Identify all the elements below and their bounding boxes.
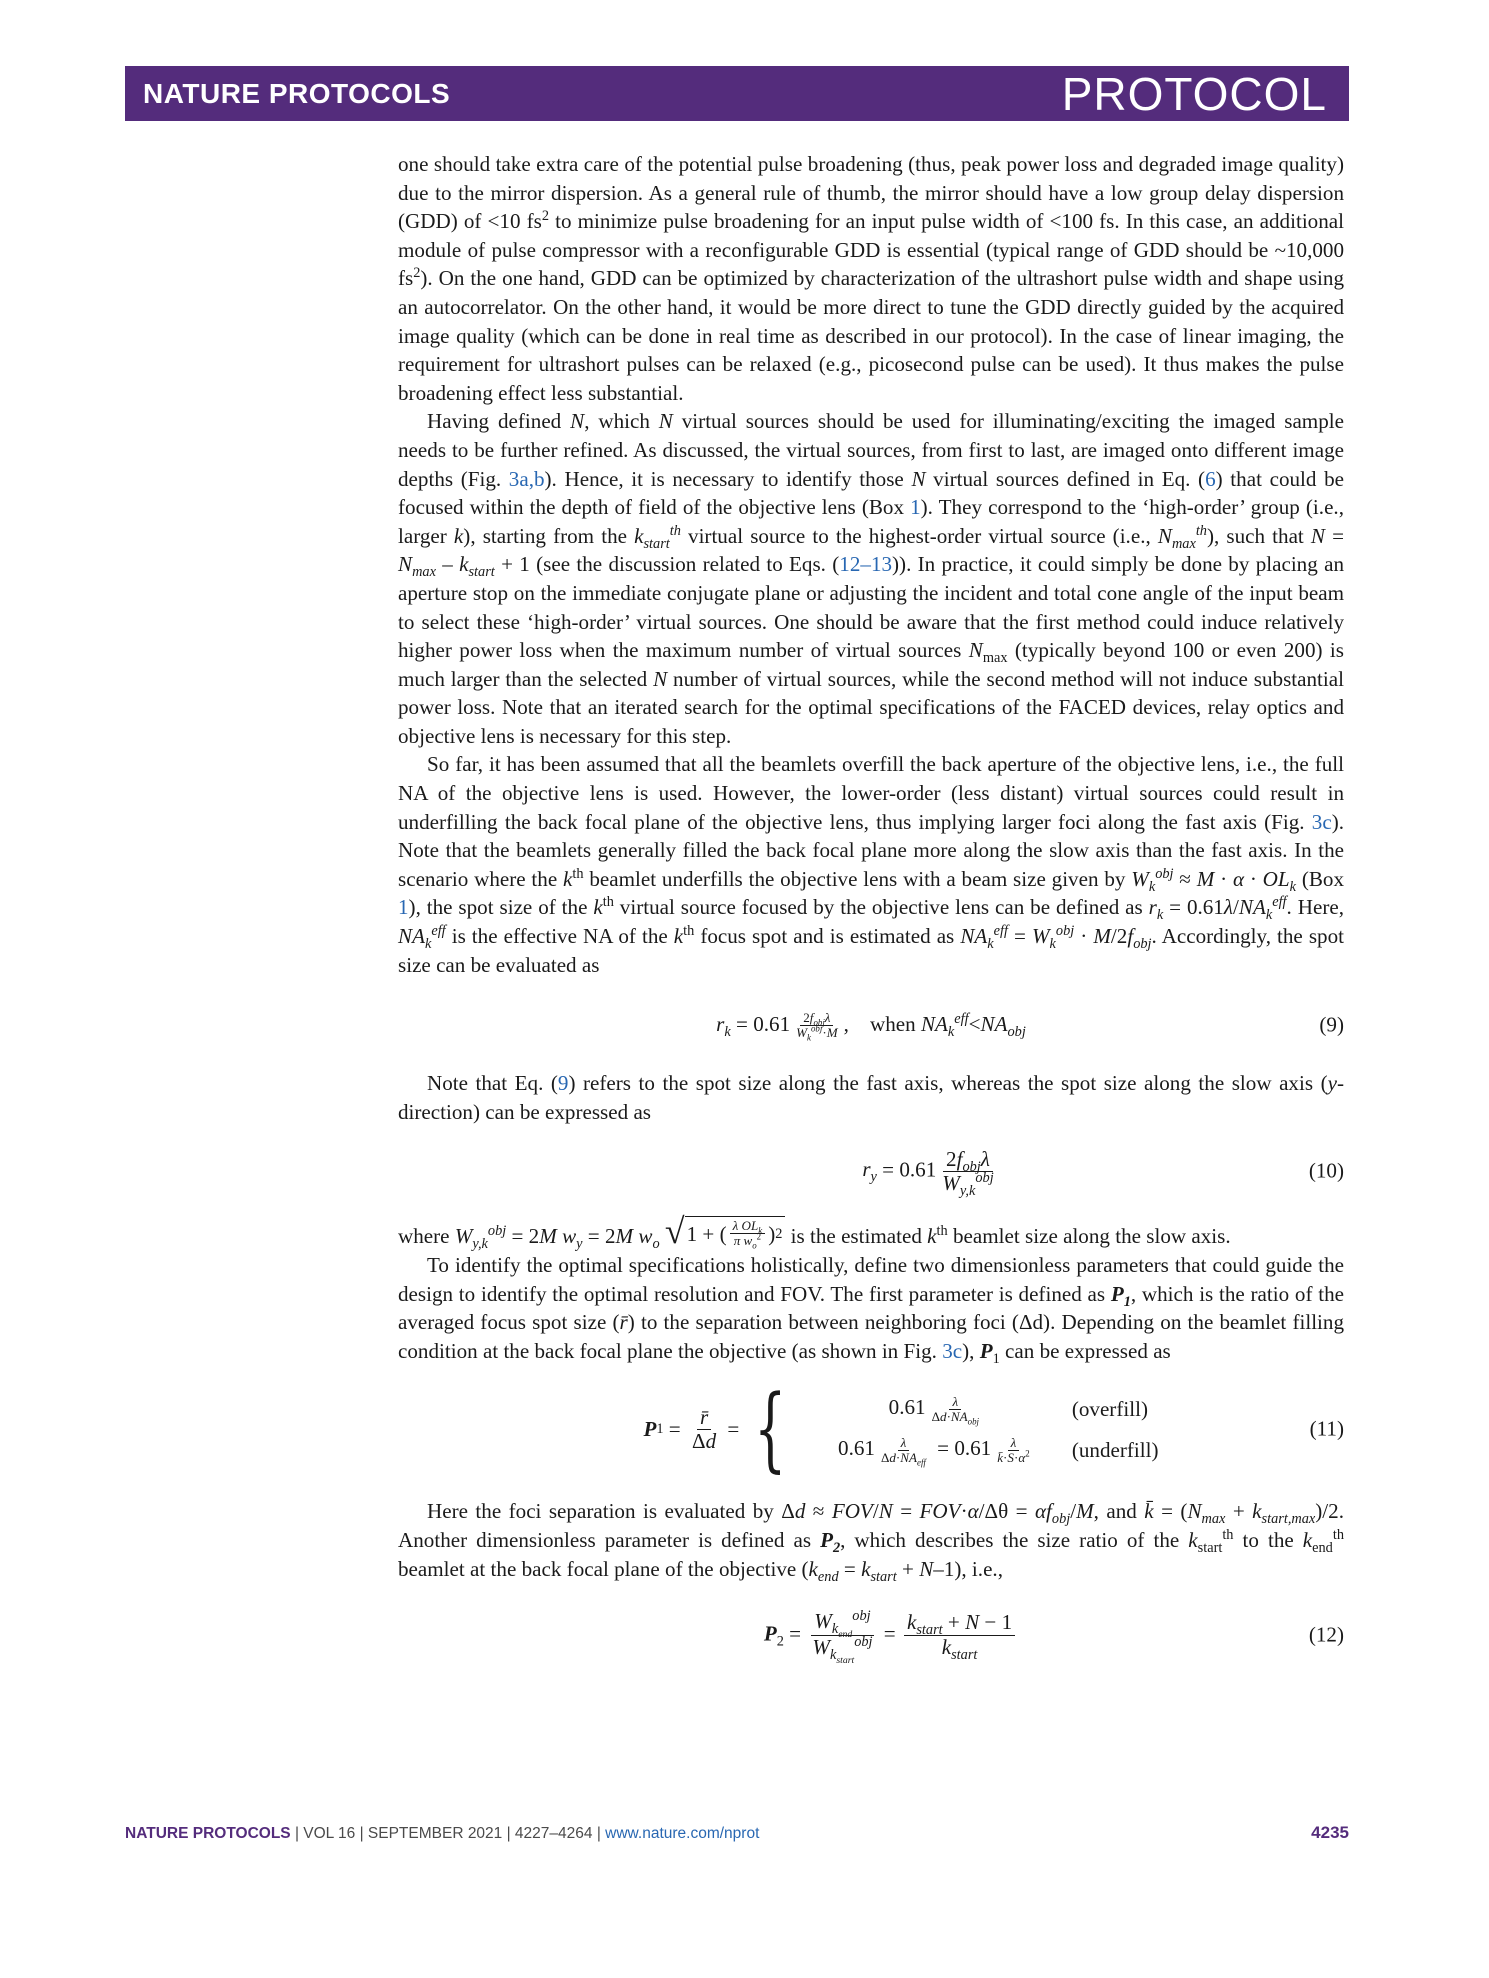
equation-11-number: (11) [1309,1417,1344,1442]
eq9-when-label: when [869,1011,916,1036]
overfill-label: (overfill) [1071,1396,1148,1421]
eq-6-link[interactable]: 6 [1205,466,1216,491]
footer-journal: NATURE PROTOCOLS [125,1825,291,1842]
equation-12-number: (12) [1308,1622,1344,1647]
footer-citation [125,1825,759,1843]
page-number: 4235 [1311,1823,1349,1842]
footer-url-link[interactable]: www.nature.com/nprot [605,1825,760,1842]
equation-12: $P_2$ = $\frac{W_{k_{end}}^{obj}}{W_{k_{start}}^{obj}}$ = $\frac{k_{start} + N - 1}{k_{start}}$ (12) [763,1607,1344,1666]
paragraph-2: Having defined N, which N virtual sources should be used for illuminating/exciting the imaged sample needs to be further refined. As discussed, the virtual sources, from first to last, are imaged onto different image depths (Fig. 3a,b). Hence, it is necessary to identify those N virtual sources defined in Eq. (6) that could be focused within the depth of field of the objective lens (Box 1). They correspond to the ‘high-order’ group (i.e., larger k), starting from the $k_{start}^{th}$ virtual source to the highest-order virtual source (i.e., $N_{max}^{th}$), such that $N = N_{max} - k_{start} + 1$ (see the discussion related to Eqs. (12–13)). In practice, it could simply be done by placing an aperture stop on the immediate conjugate plane or adjusting the incident and total cone angle of the input beam to select these ‘high-order’ virtual sources. One should be aware that the first method could induce relatively higher power loss when the maximum number of virtual sources $N_{max}$ (typically beyond 100 or even 200) is much larger than the selected N number of virtual sources, while the second method will not induce substantial power loss. Note that an iterated search for the optimal specifications of the FACED devices, relay optics and objective lens is necessary for this step. [398,409,1344,748]
journal-name: NATURE PROTOCOLS [143,77,451,109]
paragraph-4: Note that Eq. (9) refers to the spot size along the fast axis, whereas the spot size along the slow axis (y-direction) can be expressed as [398,1071,1344,1124]
header-bar [125,66,1349,121]
eq-9-link[interactable]: 9 [557,1071,569,1096]
paragraph-1: one should take extra care of the potential pulse broadening (thus, peak power loss and degraded image quality) due to the mirror dispersion. As a general rule of thumb, the mirror should have a low group delay dispersion (GDD) of <10 $fs^2$ to minimize pulse broadening for an input pulse width of <100 fs. In this case, an additional module of pulse compressor with a reconfigurable GDD is essential (typical range of GDD should be ~10,000 $fs^2$). On the one hand, GDD can be optimized by characterization of the ultrashort pulse width and shape using an autocorrelator. On the other hand, it would be more direct to tune the GDD directly guided by the acquired image quality (which can be done in real time as described in our protocol). In the case of linear imaging, the requirement for ultrashort pulses can be relaxed (e.g., picosecond pulse can be used). It thus makes the pulse broadening effect less substantial. [398,152,1344,405]
equation-9-number: (9) [1319,1012,1344,1037]
paragraph-3: So far, it has been assumed that all the beamlets overfill the back aperture of the objective lens, i.e., the full NA of the objective lens is used. However, the lower-order (less distant) virtual sources could result in underfilling the back focal plane of the objective lens, thus implying larger foci along the fast axis (Fig. 3c). Note that the beamlets generally filled the back focal plane more along the slow axis than the fast axis. In the scenario where the $k^{th}$ beamlet underfills the objective lens with a beam size given by $W_k^{obj} \approx M \cdot \alpha \cdot OL_k$ (Box 1), the spot size of the $k^{th}$ virtual source focused by the objective lens can be defined as $r_k = 0.61\lambda/NA_k^{eff}$. Here, $NA_k^{eff}$ is the effective NA of the $k^{th}$ focus spot and is estimated as $NA_k^{eff} = W_k^{obj} \cdot M/2f_{obj}$. Accordingly, the spot size can be evaluated as [398,752,1345,977]
paragraph-7: Here the foci separation is evaluated by $\Delta d \approx FOV/N = FOV\cdot\alpha/\Delta\theta = \alpha f_{obj}/M$, and k̄ = $(N_{max} + k_{start,max})/2$. Another dimensionless parameter is defined as $P_2$, which describes the size ratio of the $k_{start}^{th}$ to the $k_{end}^{th}$ beamlet at the back focal plane of the objective $(k_{end} = k_{start} + N-1)$, i.e., [398,1499,1344,1585]
paragraph-6: To identify the optimal specifications holistically, define two dimensionless parameters that could guide the design to identify the optimal resolution and FOV. The first parameter is defined as $P_1$, which is the ratio of the averaged focus spot size (r̄) to the separation between neighboring foci (Δd). Depending on the beamlet filling condition at the back focal plane the objective (as shown in Fig. 3c), $P_1$ can be expressed as [398,1253,1345,1367]
box-1-link-2[interactable]: 1 [398,895,409,920]
fig-3c-link-2[interactable]: 3c [942,1338,963,1363]
box-1-link[interactable]: 1 [910,495,921,520]
underfill-label: (underfill) [1071,1437,1159,1462]
equation-10: $r_y = 0.61$ $\frac{2f_{obj}\lambda}{W_{y,k}^{obj}}$ (10) [862,1146,1344,1200]
equation-9: $r_k = 0.61$ $\frac{2f_{obj}\lambda}{W_k^{obj}\cdot M}$ , when $NA_k^{eff}<NA_{obj}$ (9) [716,1009,1344,1043]
paragraph-5: where $W_{y,k}^{obj} = 2M$ $w_y = 2M$ $w_o$ √ 1 + ( $\frac{\lambda OL_k}{\pi w_o^2}$ ) 2 is the estimated $k^{th}$ beamlet size along the slow axis. [398,1211,1231,1253]
eq-12-13-link[interactable]: 12–13 [839,552,893,577]
fig-3c-link-1[interactable]: 3c [1311,809,1332,834]
equation-10-number: (10) [1308,1159,1344,1184]
section-label: PROTOCOL [1061,67,1327,120]
equation-11: P 1 = $\frac{r̄}{\Delta d}$ = { 0.61 $\frac{\lambda}{\Delta d\cdot NA_{obj}}$ (overfill) 0.61 $\frac{\lambda}{\Delta d\cdot NA_{eff}}$ = 0.61 $\frac{\lambda}{k̄\cdot S\cdot\alpha^2}$ (underfill) (11) [643,1375,1344,1483]
fig-3ab-link[interactable]: 3a,b [508,466,545,491]
footer-details: | VOL 16 | SEPTEMBER 2021 | 4227–4264 | [290,1825,606,1842]
article-body [398,150,1344,1673]
